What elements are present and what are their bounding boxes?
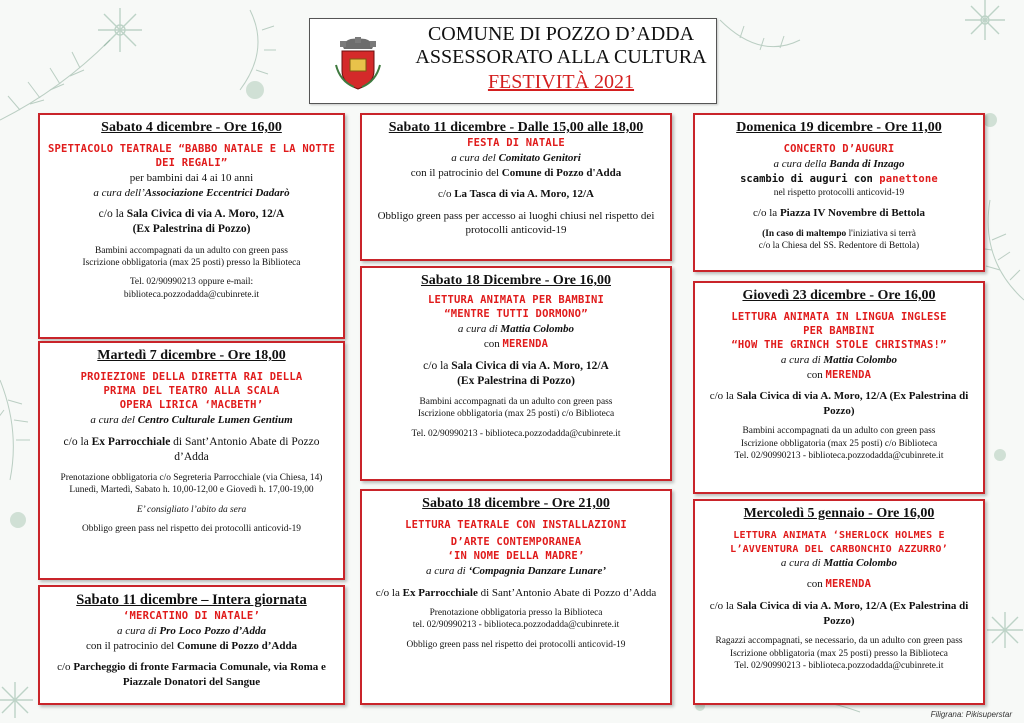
event-card-sabato-18-dicembre-2100	[360, 489, 672, 705]
page-header	[309, 18, 717, 104]
event-location-detail: (Ex Palestrina di Pozzo)	[457, 374, 575, 387]
event-note: nel rispetto protocolli anticovid-19	[773, 187, 905, 198]
event-organizer: a cura di Mattia Colombo	[457, 323, 575, 336]
event-name-line3: ‘IN NOME DELLA MADRE’	[447, 550, 585, 563]
event-name-line2: D’ARTE CONTEMPORANEA	[450, 536, 582, 549]
event-organizer: a cura della Banda di Inzago	[773, 158, 905, 171]
event-location: c/o la Piazza IV Novembre di Bettola	[753, 207, 925, 220]
event-name: SPETTACOLO TEATRALE “BABBO NATALE E LA NOTTE DEI REGALI”	[48, 143, 335, 170]
event-organizer: a cura dell’Associazione Eccentrici Dadarò	[93, 186, 290, 199]
event-note: Bambini accompagnati da un adulto con green pass	[742, 426, 936, 437]
event-contact: Tel. 02/90990213 - biblioteca.pozzodadda@cubinrete.it	[734, 661, 944, 672]
event-name-line2: PER BAMBINI	[803, 325, 875, 338]
event-card-sabato-11-dicembre-festa	[360, 113, 672, 261]
event-rain-note: (In caso di maltempo l'iniziativa si terrà	[762, 228, 916, 239]
event-contact: Tel. 02/90990213 - biblioteca.pozzodadda@cubinrete.it	[411, 428, 621, 439]
event-card-sabato-18-dicembre-1600	[360, 266, 672, 481]
event-date-title: Domenica 19 dicembre - Ore 11,00	[736, 120, 942, 135]
event-location: c/o la Sala Civica di via A. Moro, 12/A (Ex Palestrina di Pozzo)	[709, 390, 969, 417]
event-card-domenica-19-dicembre	[693, 113, 985, 272]
event-dress-code: E’ consigliato l’abito da sera	[136, 504, 247, 515]
event-location: c/o la Ex Parrocchiale di Sant’Antonio Abate di Pozzo d’Adda	[375, 586, 657, 599]
municipal-crest-icon	[334, 35, 382, 91]
event-card-sabato-4-dicembre	[38, 113, 345, 339]
event-organizer: a cura di Mattia Colombo	[780, 354, 898, 367]
event-location: c/o la Ex Parrocchiale di Sant’Antonio Abate di Pozzo d’Adda	[63, 435, 320, 463]
event-exchange: scambio di auguri con panettone	[740, 172, 938, 185]
header-department: ASSESSORATO ALLA CULTURA	[415, 46, 707, 68]
event-note: Bambini accompagnati da un adulto con green pass	[419, 396, 613, 407]
event-greenpass: Obbligo green pass nel rispetto dei protocolli anticovid-19	[406, 639, 626, 650]
event-location: c/o La Tasca di via A. Moro, 12/A	[438, 188, 594, 201]
event-patronage: con il patrocinio del Comune di Pozzo d’Adda	[85, 639, 298, 652]
event-name-line1: LETTURA ANIMATA IN LINGUA INGLESE	[731, 311, 947, 324]
event-name-line3: “HOW THE GRINCH STOLE CHRISTMAS!”	[731, 339, 947, 352]
header-municipality: COMUNE DI POZZO D’ADDA	[427, 23, 695, 45]
event-organizer: a cura di Pro Loco Pozzo d’Adda	[116, 624, 267, 637]
event-card-sabato-11-dicembre-mercatino	[38, 585, 345, 705]
event-registration: Iscrizione obbligatoria (max 25 posti) c/o Biblioteca	[740, 438, 938, 449]
event-email: biblioteca.pozzodadda@cubinrete.it	[123, 289, 260, 300]
event-snack: con MERENDA	[806, 578, 872, 591]
header-festivity: FESTIVITÀ 2021	[487, 71, 635, 93]
event-location: c/o la Sala Civica di via A. Moro, 12/A (Ex Palestrina di Pozzo)	[709, 600, 969, 627]
event-organizer: a cura di ‘Compagnia Danzare Lunare’	[425, 565, 606, 578]
event-card-martedi-7-dicembre	[38, 341, 345, 580]
event-organizer: a cura di Mattia Colombo	[780, 556, 898, 569]
event-date-title: Giovedì 23 dicembre - Ore 16,00	[742, 288, 936, 303]
event-registration: Iscrizione obbligatoria (max 25 posti) presso la Biblioteca	[730, 648, 948, 659]
event-date-title: Martedì 7 dicembre - Ore 18,00	[97, 348, 286, 363]
event-organizer: a cura del Comitato Genitori	[451, 152, 581, 165]
event-name-line1: PROIEZIONE DELLA DIRETTA RAI DELLA	[80, 371, 303, 384]
event-name: ‘MERCATINO DI NATALE’	[123, 610, 260, 623]
event-registration: Iscrizione obbligatoria (max 25 posti) presso la Biblioteca	[82, 257, 301, 268]
event-name: FESTA DI NATALE	[467, 137, 565, 150]
event-location: c/o la Sala Civica di via A. Moro, 12/A	[98, 208, 285, 221]
event-rain-location: c/o la Chiesa del SS. Redentore di Bettola)	[758, 241, 920, 252]
event-registration: Iscrizione obbligatoria (max 25 posti) c/o Biblioteca	[417, 409, 615, 420]
event-name-line3: OPERA LIRICA ‘MACBETH’	[119, 399, 264, 412]
event-name-line1: LETTURA ANIMATA ‘SHERLOCK HOLMES E	[733, 530, 945, 542]
event-contact: Tel. 02/90990213 - biblioteca.pozzodadda@cubinrete.it	[734, 451, 944, 462]
event-patronage: con il patrocinio del Comune di Pozzo d'Adda	[410, 166, 622, 179]
event-date-title: Sabato 11 dicembre – Intera giornata	[76, 592, 307, 608]
event-card-mercoledi-5-gennaio	[693, 499, 985, 705]
event-location-detail: (Ex Palestrina di Pozzo)	[132, 223, 251, 236]
event-name-line2: L’AVVENTURA DEL CARBONCHIO AZZURRO’	[730, 543, 948, 555]
event-date-title: Sabato 18 Dicembre - Ore 16,00	[420, 273, 611, 288]
event-card-giovedi-23-dicembre	[693, 281, 985, 494]
event-name-line1: LETTURA TEATRALE CON INSTALLAZIONI	[405, 519, 627, 532]
event-location: c/o la Sala Civica di via A. Moro, 12/A	[423, 359, 609, 372]
event-name-line1: LETTURA ANIMATA PER BAMBINI	[427, 294, 605, 307]
event-hours: Lunedì, Martedì, Sabato h. 10,00-12,00 e Giovedì h. 17,00-19,00	[69, 485, 314, 496]
event-name: CONCERTO D’AUGURI	[783, 143, 895, 156]
event-name-line2: PRIMA DEL TEATRO ALLA SCALA	[103, 385, 280, 398]
event-note: Bambini accompagnati da un adulto con green pass	[95, 245, 288, 256]
event-snack: con MERENDA	[483, 337, 549, 350]
event-note: Prenotazione obbligatoria c/o Segreteria Parrocchiale (via Chiesa, 14)	[60, 472, 323, 483]
event-date-title: Mercoledì 5 gennaio - Ore 16,00	[743, 506, 935, 521]
event-contact: Tel. 02/90990213 oppure e-mail:	[129, 277, 254, 288]
event-greenpass: Obbligo green pass nel rispetto dei protocolli anticovid-19	[82, 524, 301, 535]
event-audience: per bambini dai 4 ai 10 anni	[129, 172, 254, 185]
event-snack: con MERENDA	[806, 368, 872, 381]
event-organizer: a cura del Centro Culturale Lumen Gentium	[90, 414, 293, 427]
event-note: Ragazzi accompagnati, se necessario, da un adulto con green pass	[715, 636, 963, 647]
event-note: Prenotazione obbligatoria presso la Biblioteca	[429, 608, 603, 619]
event-date-title: Sabato 4 dicembre - Ore 16,00	[101, 120, 282, 135]
event-contact: tel. 02/90990213 - biblioteca.pozzodadda@cubinrete.it	[412, 620, 620, 631]
watermark-credit: Filigrana: Pikisuperstar	[930, 710, 1012, 719]
event-note: Obbligo green pass per accesso ai luoghi chiusi nel rispetto dei protocolli anticovid-19	[377, 209, 655, 237]
event-date-title: Sabato 11 dicembre - Dalle 15,00 alle 18,00	[388, 120, 644, 135]
event-name-line2: “MENTRE TUTTI DORMONO”	[444, 308, 588, 321]
event-location: c/o Parcheggio di fronte Farmacia Comunale, via Roma e Piazzale Donatori del Sangue	[57, 661, 326, 688]
event-date-title: Sabato 18 dicembre - Ore 21,00	[422, 496, 610, 511]
